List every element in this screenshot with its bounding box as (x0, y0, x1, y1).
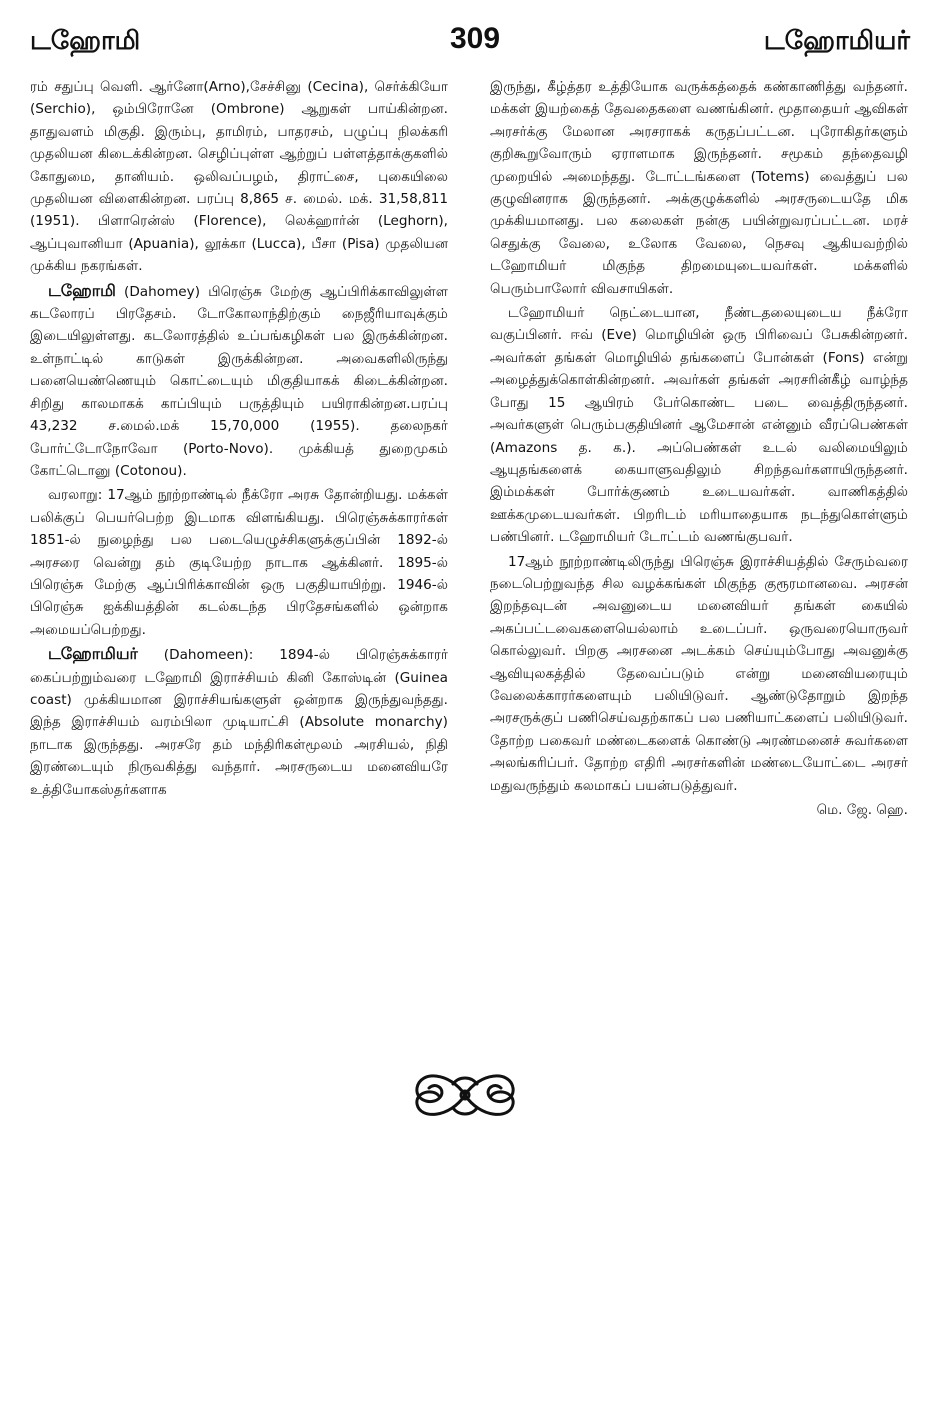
entry-heading-dahomey: டஹோமி (48, 280, 116, 300)
author-signature: மெ. ஜே. ஹெ. (816, 802, 908, 818)
running-head-right: டஹோமியர் (763, 26, 910, 56)
entry-dahomeen (30, 643, 448, 801)
decorative-ornament-icon (405, 1062, 525, 1128)
right-column (490, 76, 908, 823)
paragraph-people: டஹோமியர் நெட்டையான, நீண்டதலையுடைய நீக்ரோ வகுப்பினர். ஈவ் (Eve) மொழியின் ஒரு பிரிவைப் பேசுகின்றனர். அவர்கள் தங்கள் மொழியில் தங்களைப் போன்கள் (Fons) என்று அழைத்துக்கொள்கின்றனர். அவர்கள் தங்கள் அரசரின்கீழ் வாழ்ந்த போது 15 ஆயிரம் பேர்கொண்ட படை வைத்திருந்தனர். அவர்களுள் பெரும்பகுதியினர் ஆமேசான் என்னும் வீரப்பெண்கள் (Amazons த. க.). அப்பெண்கள் உடல் வலிமையிலும் ஆயுதங்களைக் கையாளுவதிலும் சிறந்தவர்களாயிருந்தனர். இம்மக்கள் போர்க்குணம் உடையவர்கள். வாணிகத்தில் ஊக்கமுடையவர்கள். பிறரிடம் மரியாதையாக நடந்துகொள்ளும் பண்பினர். டஹோமியர் டோட்டம் வணங்குபவர். (490, 305, 908, 546)
paragraph-customs: 17ஆம் நூற்றாண்டிலிருந்து பிரெஞ்சு இராச்சியத்தில் சேரும்வரை நடைபெற்றுவந்த சில வழக்கங்கள் மிகுந்த குரூரமானவை. அரசன் இறந்தவுடன் அவனுடைய மனைவியர் தங்கள் கையில் அகப்பட்டவைகளையெல்லாம் உடைப்பர். ஒருவரையொருவர் கொல்லுவர். பிறகு அரசனை அடக்கம் செய்யும்போது அவனுக்கு ஆவியுலகத்தில் தேவைப்படும் என்று மனைவியரையும் வேலைக்காரர்களையும் பலியிடுவர். ஆண்டுதோறும் இறந்த அரசருக்குப் பணிசெய்வதற்காகப் பல பணியாட்களைப் பலியிடுவர். தோற்ற பகைவர் மண்டைகளைக் கொண்டு அரண்மனைச் சுவர்களை அலங்கரிப்பர். தோற்ற எதிரி அரசர்களின் மண்டையோட்டை அரசர் மதுவருந்தும் கலமாகப் பயன்படுத்துவர். (490, 553, 908, 794)
entry-heading-dahomeen: டஹோமியர் (48, 644, 138, 664)
paragraph-tuscany-continued: ரம் சதுப்பு வெளி. ஆர்னோ(Arno),சேச்சினு (Cecina), செர்க்கியோ (Serchio), ஒம்பிரோனே (Ombrone) ஆறுகள் பாய்கின்றன. தாதுவளம் மிகுதி. இரும்பு, தாமிரம், பாதரசம், பழுப்பு நிலக்கரி முதலியன கிடைக்கின்றன. செழிப்புள்ள ஆற்றுப் பள்ளத்தாக்குகளில் கோதுமை, தானியம். ஒலிவப்பழம், திராட்சை, புகையிலை முதலியன விளைகின்றன. பரப்பு 8,865 ச. மைல். மக். 31,58,811 (1951). பிளாரென்ஸ் (Florence), லெக்ஹார்ன் (Leghorn), ஆப்புவானியா (Apuania), லூக்கா (Lucca), பீசா (Pisa) முதலியன முக்கிய நகரங்கள். (30, 79, 448, 275)
running-head-left: டஹோமி (30, 26, 141, 56)
entry-dahomey (30, 280, 448, 483)
page-number: 309 (450, 22, 501, 55)
page-header (30, 22, 910, 72)
left-column (30, 76, 448, 803)
entry-body-dahomey: (Dahomey) பிரெஞ்சு மேற்கு ஆப்பிரிக்காவிலுள்ள கடலோரப் பிரதேசம். டோகோலாந்திற்கும் நைஜீரியாவுக்கும் இடையிலுள்ளது. கடலோரத்தில் உப்பங்கழிகள் பல இருக்கின்றன. உள்நாட்டில் காடுகள் இருக்கின்றன. அவைகளிலிருந்து பனையெண்ணெயும் கொட்டையும் மிகுதியாகக் கிடைக்கின்றன. சிறிது காலமாகக் காப்பியும் பருத்தியும் பயிராகின்றன.பரப்பு 43,232 ச.மைல்.மக் 15,70,000 (1955). தலைநகர் போர்ட்டோநோவோ (Porto-Novo). முக்கியத் துறைமுகம் கோட்டொனு (Cotonou). (30, 283, 448, 479)
paragraph-history: வரலாறு: 17ஆம் நூற்றாண்டில் நீக்ரோ அரசு தோன்றியது. மக்கள் பலிக்குப் பெயர்பெற்ற இடமாக விளங்கியது. பிரெஞ்சுக்காரர்கள் 1851-ல் நுழைந்து பல படையெழுச்சிகளுக்குப்பின் 1892-ல் அரசரை வென்று தம் குடியேற்ற நாடாக ஆக்கினர். 1895-ல் பிரெஞ்சு மேற்கு ஆப்பிரிக்காவின் ஒரு பகுதியாயிற்று. 1946-ல் பிரெஞ்சு ஐக்கியத்தின் கடல்கடந்த பிரதேசங்களில் ஒன்றாக அமையப்பெற்றது. (30, 487, 448, 638)
entry-body-dahomeen: (Dahomeen): 1894-ல் பிரெஞ்சுக்காரர் கைப்பற்றும்வரை டஹோமி இராச்சியம் கினி கோஸ்டின் (Guinea coast) முக்கியமான இராச்சியங்களுள் ஒன்றாக இருந்துவந்தது. இந்த இராச்சியம் வரம்பிலா முடியாட்சி (Absolute monarchy) நாடாக இருந்தது. அரசரே தம் மந்திரிகள்மூலம் அரசியல், நிதி இரண்டையும் நிருவகித்து வந்தார். அரசருடைய மனைவியரே உத்தியோகஸ்தர்களாக (30, 647, 448, 798)
paragraph-society: இருந்து, கீழ்த்தர உத்தியோக வருக்கத்தைக் கண்காணித்து வந்தனர். மக்கள் இயற்கைத் தேவதைகளை வணங்கினர். மூதாதையர் ஆவிகள் அரசர்க்கு மேலான அரசராகக் கருதப்பட்டன. புரோகிதர்களும் குறிகூறுவோரும் ஏராளமாக இருந்தனர். சமூகம் தந்தைவழி முறையில் அமைந்தது. டோட்டங்களை (Totems) வைத்துப் பல குழுவினராக இருந்தனர். அக்குழுக்களில் அரசருடையதே மிக முக்கியமானது. பல கலைகள் நன்கு பயின்றுவரப்பட்டன. மரச் செதுக்கு வேலை, உலோக வேலை, நெசவு ஆகியவற்றில் டஹோமியர் மிகுந்த திறமையுடையவர்கள். மக்களில் பெரும்பாலோர் விவசாயிகள். (490, 79, 908, 297)
